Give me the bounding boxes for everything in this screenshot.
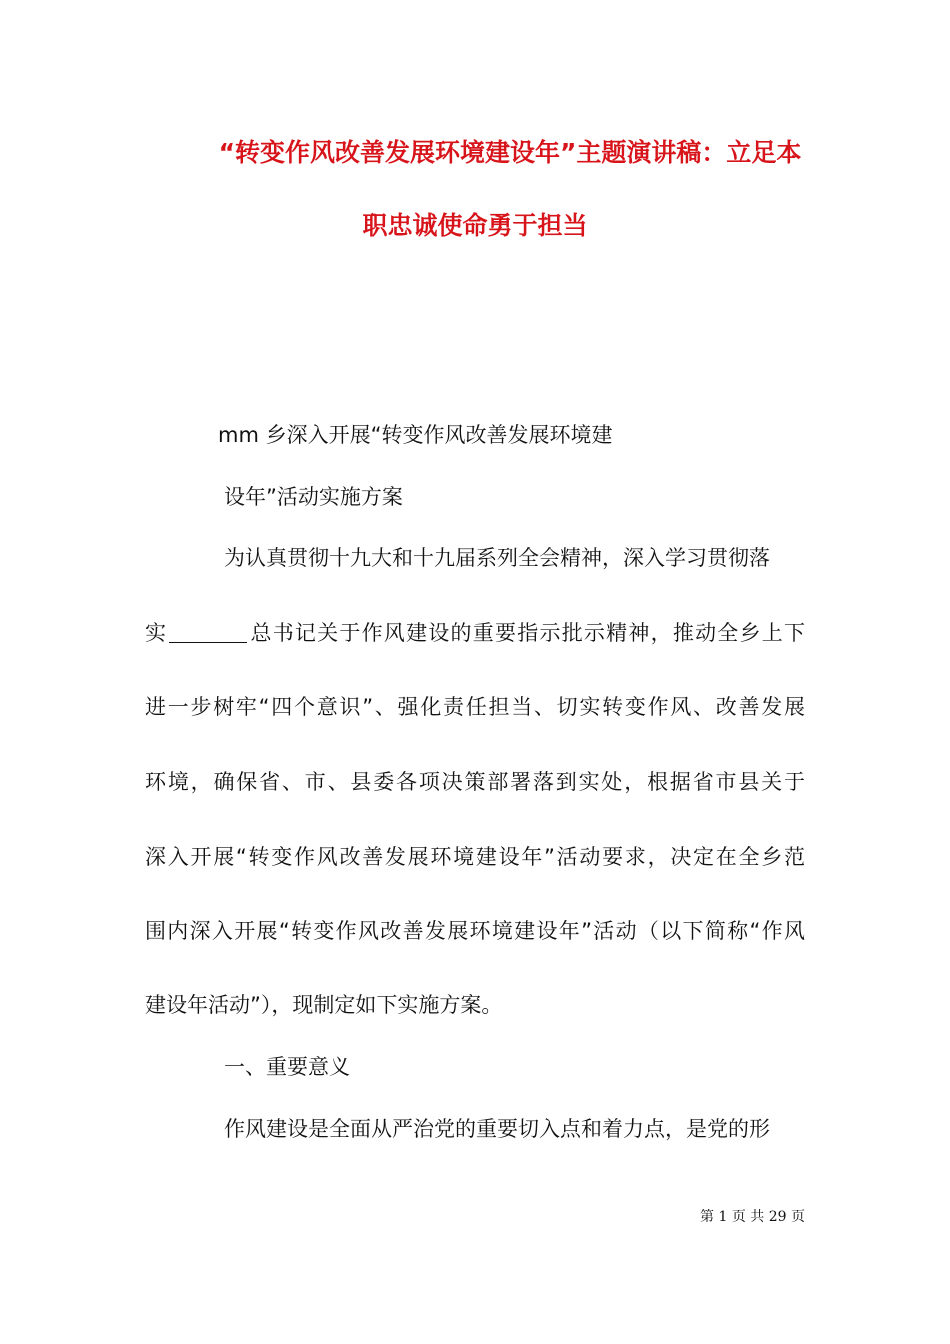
paragraph-1-line-4: 环境，确保省、市、县委各项决策部署落到实处，根据省市县关于 <box>145 770 805 794</box>
paragraph-1-line-7: 建设年活动”），现制定如下实施方案。 <box>145 993 503 1017</box>
blank-underline <box>169 620 247 643</box>
paragraph-1-line-3: 进一步树牢“四个意识”、强化责任担当、切实转变作风、改善发展 <box>145 695 805 719</box>
document-title-line-2: 职忠诚使命勇于担当 <box>362 211 588 240</box>
paragraph-1-line-2 <box>145 618 805 648</box>
page-number-footer: 第 1 页 共 29 页 <box>700 1209 805 1225</box>
subtitle-line-1: mm 乡深入开展“转变作风改善发展环境建 <box>218 423 613 447</box>
paragraph-1-line-2-end: 总书记关于作风建设的重要指示批示精神，推动全乡上下 <box>249 621 806 645</box>
paragraph-1-line-1: 为认真贯彻十九大和十九届系列全会精神，深入学习贯彻落 <box>224 546 770 570</box>
paragraph-1-line-2-start: 实 <box>145 621 168 645</box>
document-title-line-1: “转变作风改善发展环境建设年”主题演讲稿：立足本 <box>218 138 802 167</box>
paragraph-1-line-5: 深入开展“转变作风改善发展环境建设年”活动要求，决定在全乡范 <box>145 845 805 869</box>
subtitle-line-2: 设年”活动实施方案 <box>224 485 403 509</box>
paragraph-1-line-6: 围内深入开展“转变作风改善发展环境建设年”活动（以下简称“作风 <box>145 919 805 943</box>
section-1-heading: 一、重要意义 <box>224 1055 350 1079</box>
paragraph-2-line-1: 作风建设是全面从严治党的重要切入点和着力点，是党的形 <box>224 1117 770 1141</box>
